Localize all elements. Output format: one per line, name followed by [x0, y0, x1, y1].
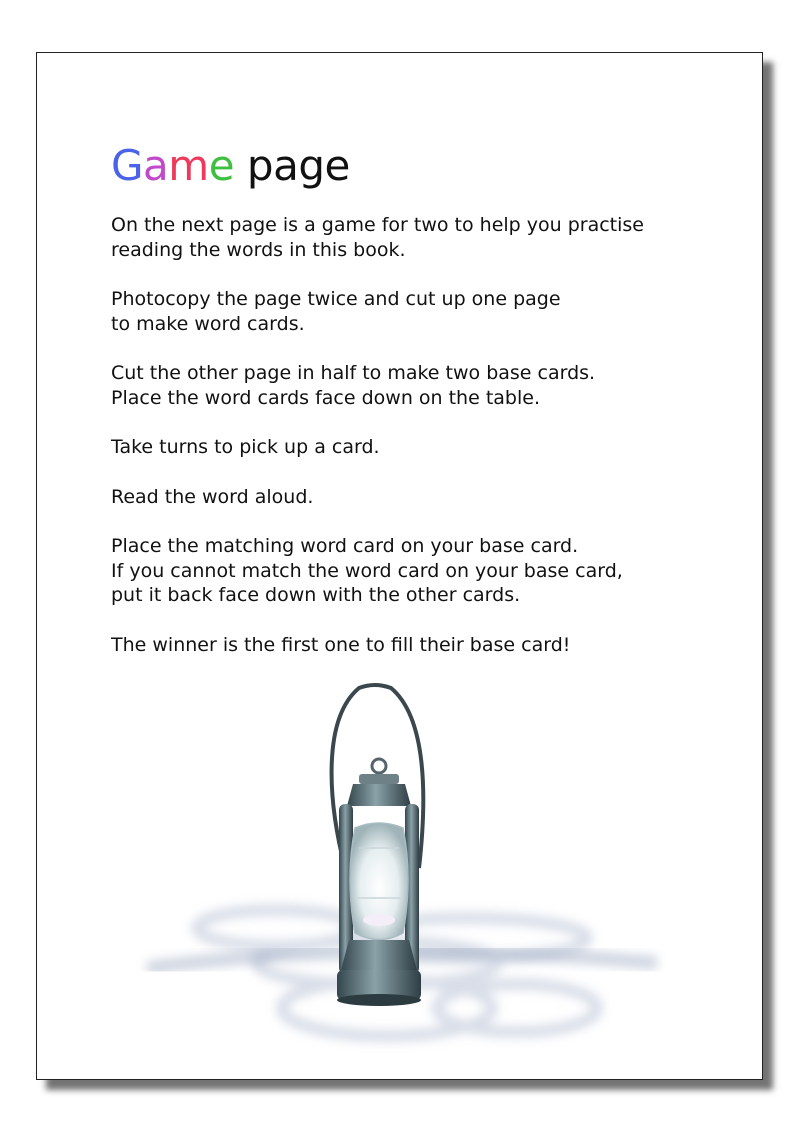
text-line: The winner is the first one to fill their base card! [111, 633, 571, 656]
text-line: If you cannot match the word card on your base card, [111, 559, 623, 582]
lantern-icon [127, 678, 687, 1078]
text-line: to make word cards. [111, 312, 305, 335]
paragraph [111, 485, 731, 510]
lantern-cap [359, 774, 399, 784]
page-title [111, 141, 350, 190]
paragraph [111, 213, 731, 262]
text-line: On the next page is a game for two to help you practise [111, 214, 644, 236]
paragraph [111, 435, 731, 460]
text-line: put it back face down with the other cards. [111, 584, 521, 606]
instructions [111, 213, 731, 682]
text-line: Place the matching word card on your base card. [111, 535, 579, 557]
text-line: reading the words in this book. [111, 238, 406, 261]
paragraph [111, 633, 731, 658]
text-line: Take turns to pick up a card. [111, 436, 380, 458]
text-line: Cut the other page in half to make two base cards. [111, 362, 596, 384]
title-letter: m [168, 141, 209, 190]
title-letter: G [111, 141, 144, 190]
paragraph [111, 534, 731, 608]
lantern-top [347, 784, 411, 806]
title-word-game [111, 141, 234, 190]
text-line: Place the word cards face down on the table. [111, 386, 540, 409]
lantern-ring [372, 759, 386, 773]
lantern-base [341, 940, 417, 970]
title-word-page: page [246, 141, 350, 190]
text-line: Read the word aloud. [111, 485, 314, 508]
title-letter: a [143, 141, 169, 190]
text-line: Photocopy the page twice and cut up one page [111, 288, 561, 310]
paragraph [111, 361, 731, 410]
document-page [36, 52, 763, 1080]
paragraph [111, 287, 731, 336]
lantern-flame [363, 914, 395, 926]
title-letter: e [208, 141, 235, 190]
